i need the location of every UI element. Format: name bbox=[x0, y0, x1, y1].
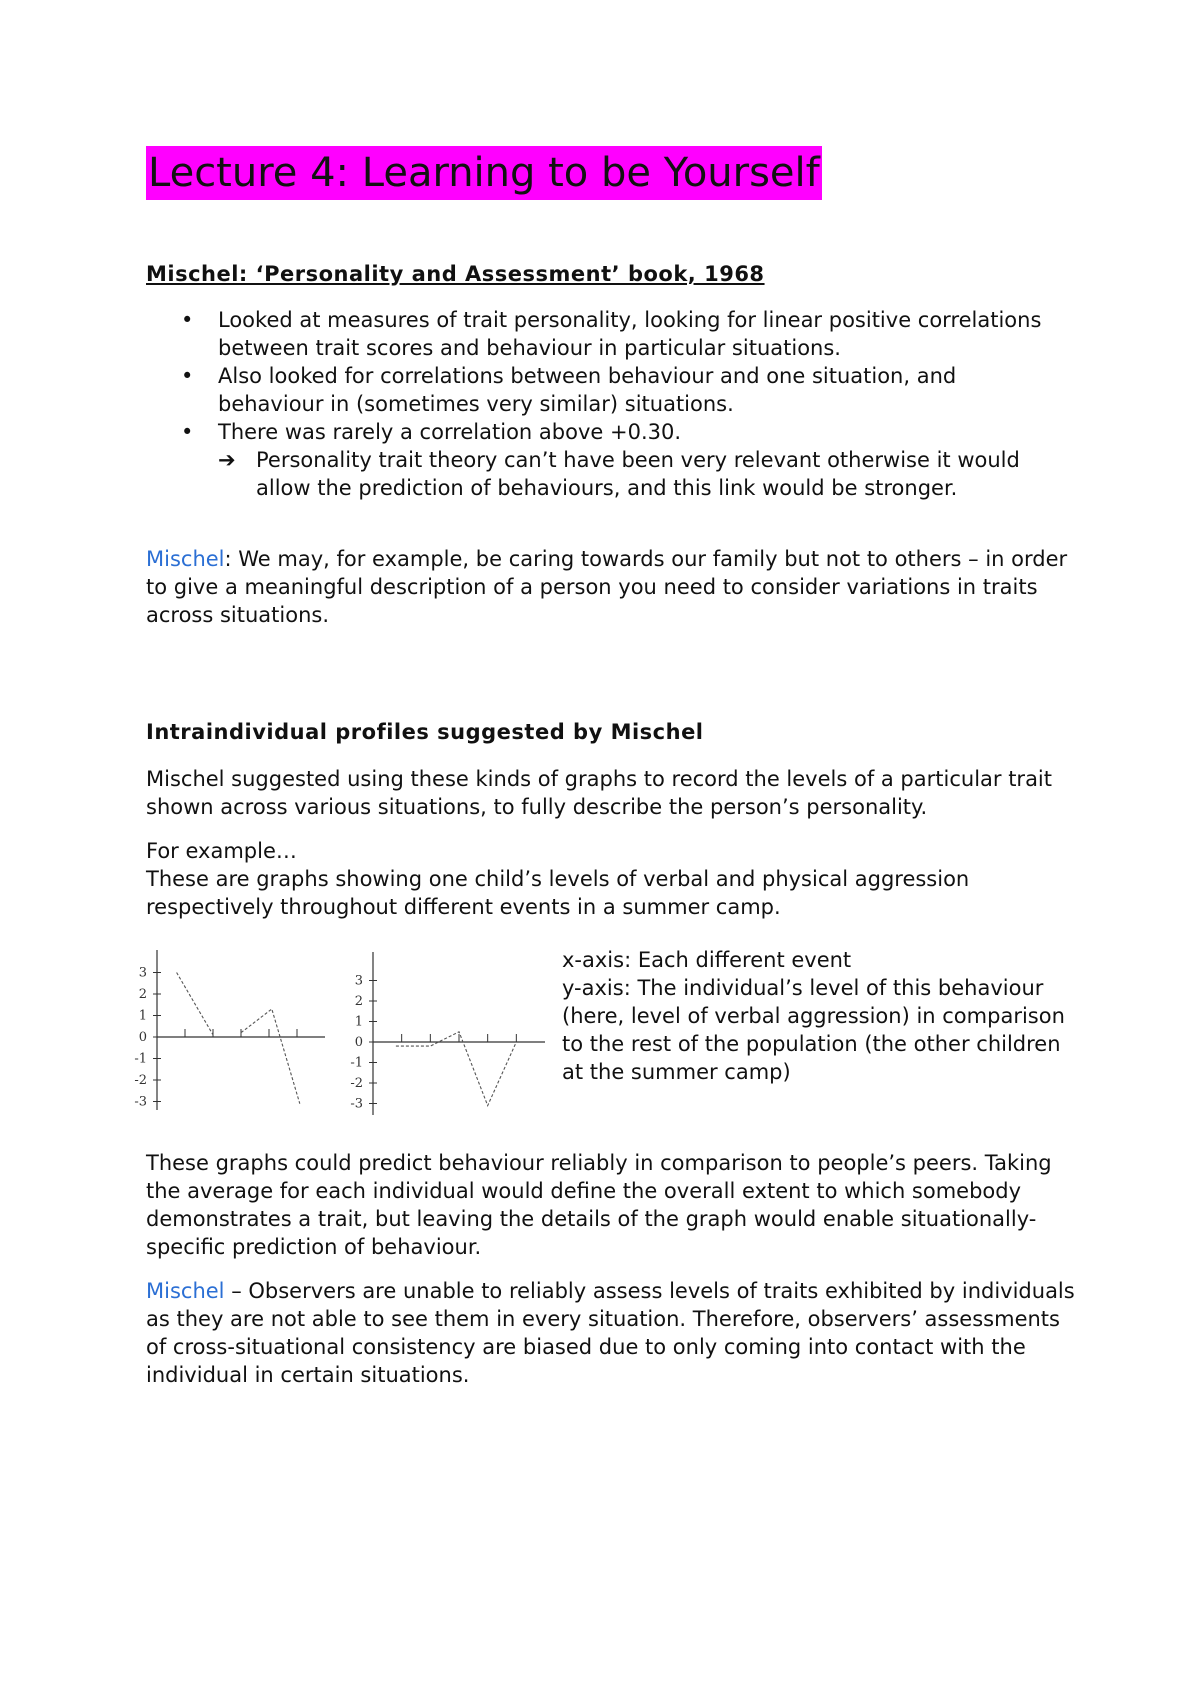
y-tick-label: 3 bbox=[354, 973, 363, 989]
y-tick-label: 2 bbox=[354, 994, 363, 1009]
y-tick-label: 1 bbox=[354, 1014, 363, 1030]
paragraph: Mischel suggested using these kinds of graphs to record the levels of a particular trait shown across various situations, to fully describe the person’s personality. bbox=[146, 767, 1053, 819]
bullet-icon: • bbox=[181, 420, 194, 444]
mischel-note: Mischel: We may, for example, be caring towards our family but not to others – in order to give a meaningful description of a person you need to consider variations in traits across situations. bbox=[146, 547, 1068, 627]
y-tick-label: -3 bbox=[134, 1094, 147, 1110]
series-line bbox=[396, 1032, 516, 1106]
y-tick-label: 0 bbox=[138, 1030, 147, 1045]
bullet-icon: • bbox=[181, 308, 194, 332]
series-line bbox=[177, 973, 213, 1035]
section-heading-mischel-book: Mischel: ‘Personality and Assessment’ book, 1968 bbox=[146, 262, 765, 286]
arrow-list-item: ➔ Personality trait theory can’t have been very relevant otherwise it would allow the prediction of behaviours, and this link would be stronger. bbox=[218, 448, 1020, 500]
y-tick-label: 2 bbox=[138, 987, 147, 1002]
series-line bbox=[241, 1009, 300, 1104]
bullet-list bbox=[146, 306, 1046, 446]
y-tick-label: -2 bbox=[134, 1073, 147, 1088]
mischel-observers-note: Mischel – Observers are unable to reliably assess levels of traits exhibited by individuals as they are not able to see them in every situation. Therefore, observers’ assessments of cross-situational consistency are biased due to only coming into contact with the individual in certain situations. bbox=[146, 1279, 1075, 1387]
author-name: Mischel bbox=[146, 1279, 225, 1303]
physical-aggression-chart bbox=[340, 940, 550, 1125]
verbal-aggression-chart bbox=[120, 940, 330, 1125]
y-tick-label: 0 bbox=[354, 1035, 363, 1050]
author-name: Mischel bbox=[146, 547, 225, 571]
axis-explanation: x-axis: Each different event y-axis: The individual’s level of this behaviour (here, level of verbal aggression) in comparison to the rest of the population (the other children at the summer camp) bbox=[562, 948, 1065, 1084]
arrow-right-icon: ➔ bbox=[218, 448, 236, 472]
section-heading-intraindividual: Intraindividual profiles suggested by Mischel bbox=[146, 720, 704, 744]
y-tick-label: 3 bbox=[138, 965, 147, 981]
page-title: Lecture 4: Learning to be Yourself bbox=[146, 146, 822, 200]
list-item: • Looked at measures of trait personality, looking for linear positive correlations between trait scores and behaviour in particular situations. bbox=[181, 308, 1042, 360]
bullet-icon: • bbox=[181, 364, 194, 388]
list-item: • Also looked for correlations between behaviour and one situation, and behaviour in (sometimes very similar) situations. bbox=[181, 364, 957, 416]
paragraph: For example… These are graphs showing one child’s levels of verbal and physical aggression respectively throughout different events in a summer camp. bbox=[146, 839, 970, 919]
y-tick-label: -2 bbox=[350, 1076, 363, 1091]
paragraph: These graphs could predict behaviour reliably in comparison to people’s peers. Taking the average for each individual would define the overall extent to which somebody demonstrates a trait, but leaving the details of the graph would enable situationally-specific prediction of behaviour. bbox=[146, 1151, 1052, 1259]
y-tick-label: -1 bbox=[134, 1051, 147, 1067]
y-tick-label: -3 bbox=[350, 1096, 363, 1112]
y-tick-label: -1 bbox=[350, 1055, 363, 1071]
y-tick-label: 1 bbox=[138, 1008, 147, 1024]
list-item: • There was rarely a correlation above +0.30. bbox=[181, 420, 682, 444]
